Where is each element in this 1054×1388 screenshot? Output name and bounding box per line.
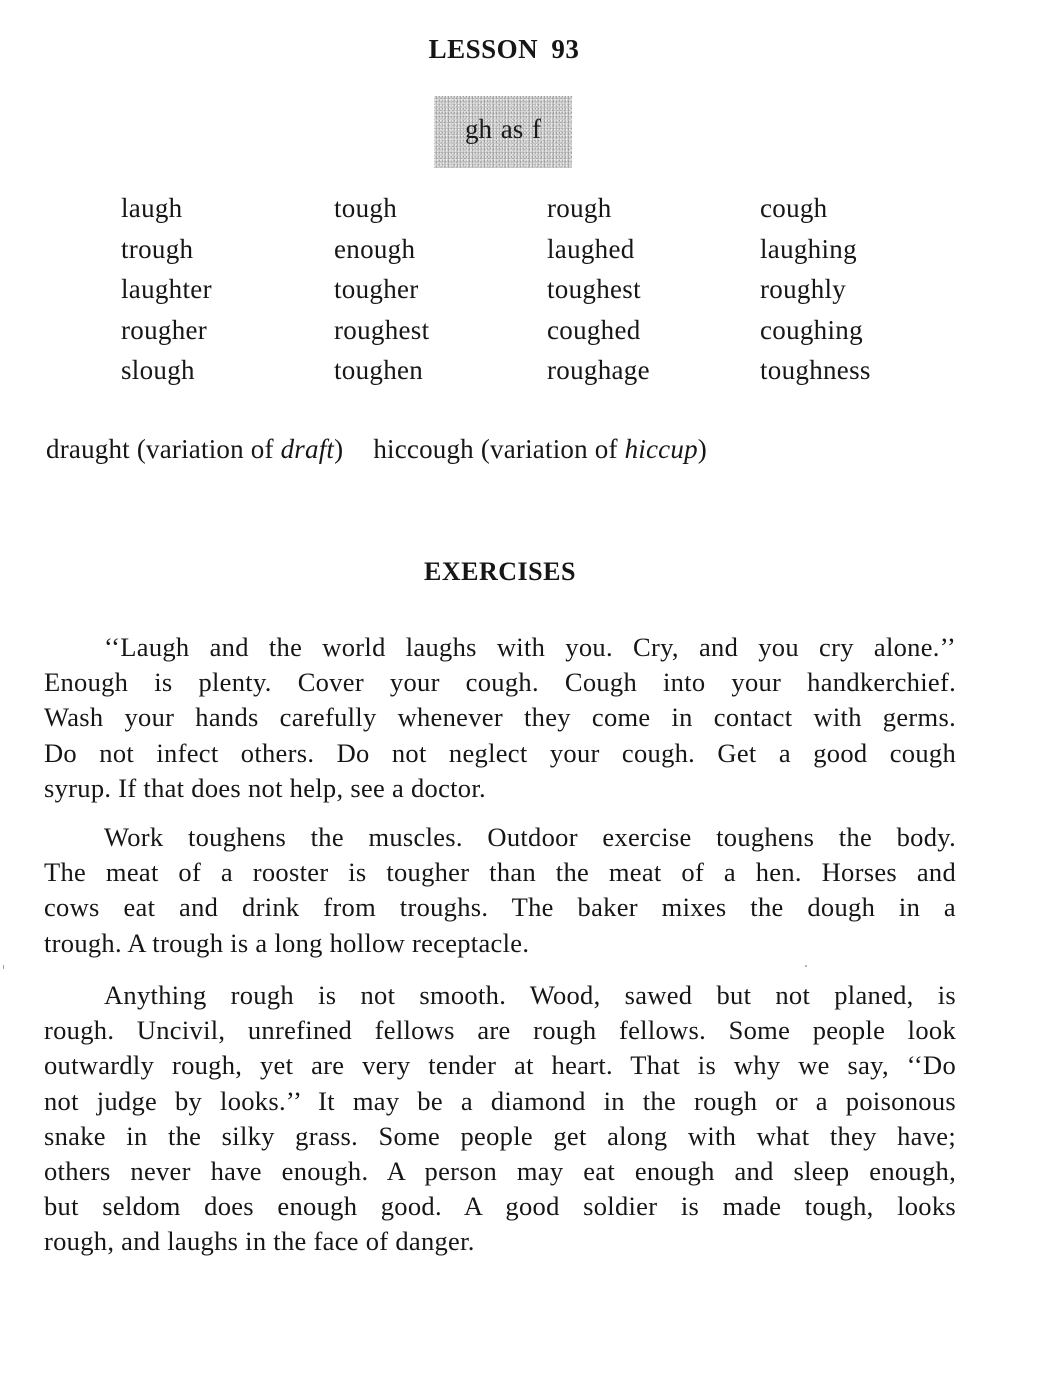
paragraph-line: not judge by looks.’’ It may be a diamond in the rough or a poisonous	[44, 1085, 956, 1116]
paragraph-line: rough, and laughs in the face of danger.	[44, 1226, 475, 1257]
word-list-item: rough	[547, 193, 612, 223]
variation-entry	[373, 434, 707, 464]
word-list-item: coughed	[547, 314, 641, 345]
word-list-item: toughest	[547, 274, 641, 304]
word-list-item: slough	[121, 355, 195, 385]
exercise-paragraph	[44, 820, 956, 961]
word-list-item: rougher	[121, 314, 208, 345]
variation-variant: hiccup	[624, 434, 698, 464]
word-list-item: roughage	[547, 355, 650, 385]
word-list-item: trough	[121, 233, 194, 264]
spelling-rule-text: gh as f	[465, 113, 541, 144]
variation-word: draught	[46, 434, 130, 464]
exercise-paragraph	[44, 978, 956, 1260]
paragraph-line: Anything rough is not smooth. Wood, sawed but not planed, is	[104, 980, 956, 1010]
scan-speck	[805, 965, 807, 967]
exercises-heading: EXERCISES	[424, 557, 576, 586]
word-list-item: cough	[760, 193, 828, 223]
variation-suffix: )	[697, 434, 707, 464]
paragraph-line: Work toughens the muscles. Outdoor exercise toughens the body.	[104, 822, 956, 852]
paragraph-line: cows eat and drink from troughs. The baker mixes the dough in a	[44, 892, 956, 923]
paragraph-line: snake in the silky grass. Some people get along with what they have;	[44, 1120, 956, 1151]
variation-variant: draft	[280, 434, 335, 464]
lesson-title: LESSON 93	[428, 34, 580, 64]
variation-entry	[46, 434, 343, 464]
paragraph-line: others never have enough. A person may eat enough and sleep enough,	[44, 1156, 956, 1187]
word-list-item: laughed	[547, 233, 635, 264]
word-list-item: enough	[334, 233, 416, 264]
word-list-item: coughing	[760, 314, 863, 345]
word-list-item: tougher	[334, 274, 419, 304]
paragraph-line: but seldom does enough good. A good soldier is made tough, looks	[44, 1191, 956, 1222]
word-list-item: laughing	[760, 233, 857, 264]
paragraph-line: syrup. If that does not help, see a doctor.	[44, 772, 486, 803]
paragraph-line: Enough is plenty. Cover your cough. Cough into your handkerchief.	[44, 667, 956, 698]
word-list-item: roughly	[760, 274, 847, 304]
scan-speck	[3, 965, 4, 969]
paragraph-line: Wash your hands carefully whenever they come in contact with germs.	[44, 702, 956, 733]
variations-line	[46, 434, 707, 465]
word-list-grid	[121, 193, 973, 396]
paragraph-line: The meat of a rooster is tougher than the meat of a hen. Horses and	[44, 857, 956, 888]
spelling-rule-box	[434, 96, 572, 168]
word-list-item: laughter	[121, 274, 212, 304]
exercise-paragraph	[44, 630, 956, 806]
variation-word: hiccough	[373, 434, 474, 464]
variation-prefix: (variation of	[136, 434, 281, 464]
paragraph-line: Do not infect others. Do not neglect your cough. Get a good cough	[44, 737, 956, 768]
word-list-item: tough	[334, 193, 398, 223]
paragraph-line: rough. Uncivil, unrefined fellows are rough fellows. Some people look	[44, 1015, 956, 1046]
word-list-item: laugh	[121, 193, 183, 223]
word-list-item: toughness	[760, 355, 871, 385]
word-list-item: roughest	[334, 314, 430, 345]
variation-suffix: )	[334, 434, 344, 464]
paragraph-line: outwardly rough, yet are very tender at heart. That is why we say, ‘‘Do	[44, 1050, 956, 1081]
word-list-item: toughen	[334, 355, 424, 385]
paragraph-line: trough. A trough is a long hollow receptacle.	[44, 927, 530, 958]
paragraph-line: ‘‘Laugh and the world laughs with you. Cry, and you cry alone.’’	[104, 632, 956, 662]
variation-prefix: (variation of	[480, 434, 625, 464]
